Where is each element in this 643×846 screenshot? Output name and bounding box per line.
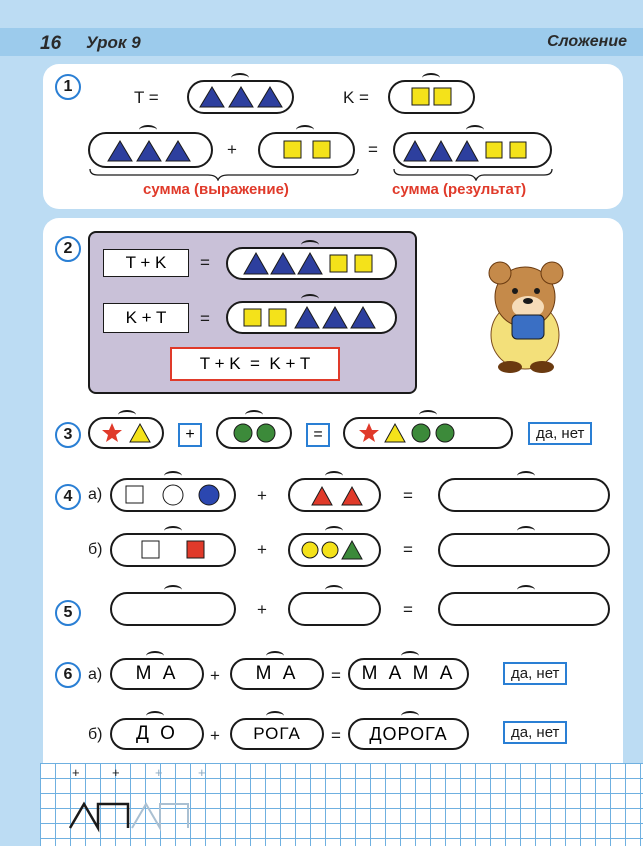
- sum-squares-pill: [258, 132, 355, 168]
- plus-sign: +: [257, 600, 267, 619]
- equals-sign: =: [403, 540, 413, 559]
- caption-expression: сумма (выражение): [143, 181, 289, 198]
- triangle-shape: [295, 307, 319, 328]
- square-shape: [355, 255, 372, 272]
- square-shape: [269, 309, 286, 326]
- circle-shape: [234, 424, 252, 442]
- square-shape: [486, 142, 502, 158]
- circles-group: [218, 419, 290, 447]
- answer-choice[interactable]: да, нет: [503, 721, 567, 744]
- shapes-b2-pill: [288, 533, 381, 567]
- triangle-shape: [312, 487, 332, 505]
- square-shape: [142, 541, 159, 558]
- bear-illustration: [470, 255, 580, 375]
- triangles-group: [290, 480, 379, 510]
- answer-a-pill[interactable]: [438, 478, 610, 512]
- plus-sign: +: [210, 726, 220, 745]
- page-number: 16: [40, 33, 62, 54]
- k-set-pill: [388, 80, 475, 114]
- star-shape: [102, 423, 122, 442]
- circle-shape: [436, 424, 454, 442]
- circle-shape: [199, 485, 219, 505]
- empty-pill-3[interactable]: [438, 592, 610, 626]
- grid-mark: +: [112, 765, 120, 780]
- caption-result: сумма (результат): [392, 181, 527, 198]
- triangle-shape: [130, 424, 150, 442]
- task1-number: 1: [55, 74, 81, 100]
- shapes-b1-pill: [110, 533, 236, 567]
- triangles-a2-pill: [288, 478, 381, 512]
- equals-sign: =: [368, 140, 378, 159]
- kt-result-pill: [226, 301, 397, 334]
- answer-choice[interactable]: да, нет: [503, 662, 567, 685]
- square-shape: [187, 541, 204, 558]
- triangle-shape: [137, 141, 161, 161]
- shapes-group: [90, 419, 162, 447]
- item-b-label: б): [88, 541, 103, 558]
- triangle-shape: [342, 487, 362, 505]
- syllable-pill: М А: [230, 658, 324, 690]
- t-set-pill: [187, 80, 294, 114]
- shapes-group: [290, 535, 379, 565]
- plus-sign: +: [227, 140, 237, 159]
- shapes-group: [112, 535, 234, 565]
- commutative-law: T + K = K + T: [170, 347, 340, 381]
- shapes-group: [112, 480, 234, 510]
- triangle-shape: [342, 541, 362, 559]
- t-label: T =: [134, 88, 159, 107]
- word-pill: М А М А: [348, 658, 469, 690]
- square-shape: [330, 255, 347, 272]
- triangle-shape: [108, 141, 132, 161]
- k-plus-t-label: K + T: [103, 303, 189, 333]
- grid-mark: +: [198, 765, 206, 780]
- square-shape: [126, 486, 143, 503]
- equals-box: =: [306, 423, 330, 447]
- answer-choice[interactable]: да, нет: [528, 422, 592, 445]
- triangle-shape: [298, 253, 322, 274]
- circle-shape: [257, 424, 275, 442]
- topic-title: Сложение: [547, 33, 627, 50]
- square-shape: [434, 88, 451, 105]
- word-pill: ДОРОГА: [348, 718, 469, 750]
- syllable-pill: М А: [110, 658, 204, 690]
- task4-number: 4: [55, 484, 81, 510]
- square-shape: [510, 142, 526, 158]
- triangle-shape: [351, 307, 375, 328]
- square-shape: [244, 309, 261, 326]
- plus-sign: +: [257, 540, 267, 559]
- empty-pill-2[interactable]: [288, 592, 381, 626]
- k-label: K =: [343, 88, 369, 107]
- combined-pill: [343, 417, 513, 449]
- circle-shape: [163, 485, 183, 505]
- task2-number: 2: [55, 236, 81, 262]
- triangle-shape: [166, 141, 190, 161]
- triangle-shape: [404, 141, 426, 161]
- plus-sign: +: [257, 486, 267, 505]
- sum-triangles-pill: [88, 132, 213, 168]
- mixed-shapes-group: [228, 249, 395, 278]
- triangles-group: [189, 82, 292, 112]
- lesson-title: Урок 9: [86, 33, 141, 52]
- triangle-shape: [258, 87, 282, 107]
- shapes-a1-pill: [110, 478, 236, 512]
- mixed-shapes-group: [228, 303, 395, 332]
- triangle-shape: [385, 424, 405, 442]
- plus-box: +: [178, 423, 202, 447]
- triangle-shape: [229, 87, 253, 107]
- item-a-label: а): [88, 486, 103, 503]
- equals-sign: =: [200, 253, 210, 272]
- star-shape: [359, 423, 379, 442]
- result-pill: [393, 132, 552, 168]
- syllable-pill: Д О: [110, 718, 204, 750]
- triangle-shape: [271, 253, 295, 274]
- plus-sign: +: [210, 666, 220, 685]
- squares-group: [390, 82, 473, 112]
- star-triangle-pill: [88, 417, 164, 449]
- circle-shape: [322, 542, 338, 558]
- syllable-pill: РОГА: [230, 718, 324, 750]
- square-shape: [412, 88, 429, 105]
- equals-sign: =: [331, 666, 341, 685]
- item-b-label: б): [88, 726, 103, 743]
- triangle-shape: [430, 141, 452, 161]
- answer-b-pill[interactable]: [438, 533, 610, 567]
- shapes-group: [345, 419, 511, 447]
- equals-sign: =: [403, 600, 413, 619]
- item-a-label: а): [88, 666, 103, 683]
- grid-mark: +: [155, 765, 163, 780]
- square-shape: [284, 141, 301, 158]
- triangle-shape: [323, 307, 347, 328]
- equals-sign: =: [331, 726, 341, 745]
- triangle-shape: [456, 141, 478, 161]
- equals-sign: =: [403, 486, 413, 505]
- triangle-shape: [200, 87, 224, 107]
- task5-number: 5: [55, 600, 81, 626]
- grid-mark: +: [72, 765, 80, 780]
- brace-lines: [88, 167, 558, 181]
- triangle-shape: [244, 253, 268, 274]
- pattern-stroke: [60, 800, 200, 835]
- task6-number: 6: [55, 662, 81, 688]
- t-plus-k-label: T + K: [103, 249, 189, 277]
- equals-sign: =: [200, 309, 210, 328]
- empty-pill-1[interactable]: [110, 592, 236, 626]
- square-shape: [313, 141, 330, 158]
- squares-group: [260, 134, 353, 166]
- mixed-shapes-group: [395, 134, 550, 166]
- triangles-group: [90, 134, 211, 166]
- circle-shape: [302, 542, 318, 558]
- tk-result-pill: [226, 247, 397, 280]
- green-circles-pill: [216, 417, 292, 449]
- circle-shape: [412, 424, 430, 442]
- task3-number: 3: [55, 422, 81, 448]
